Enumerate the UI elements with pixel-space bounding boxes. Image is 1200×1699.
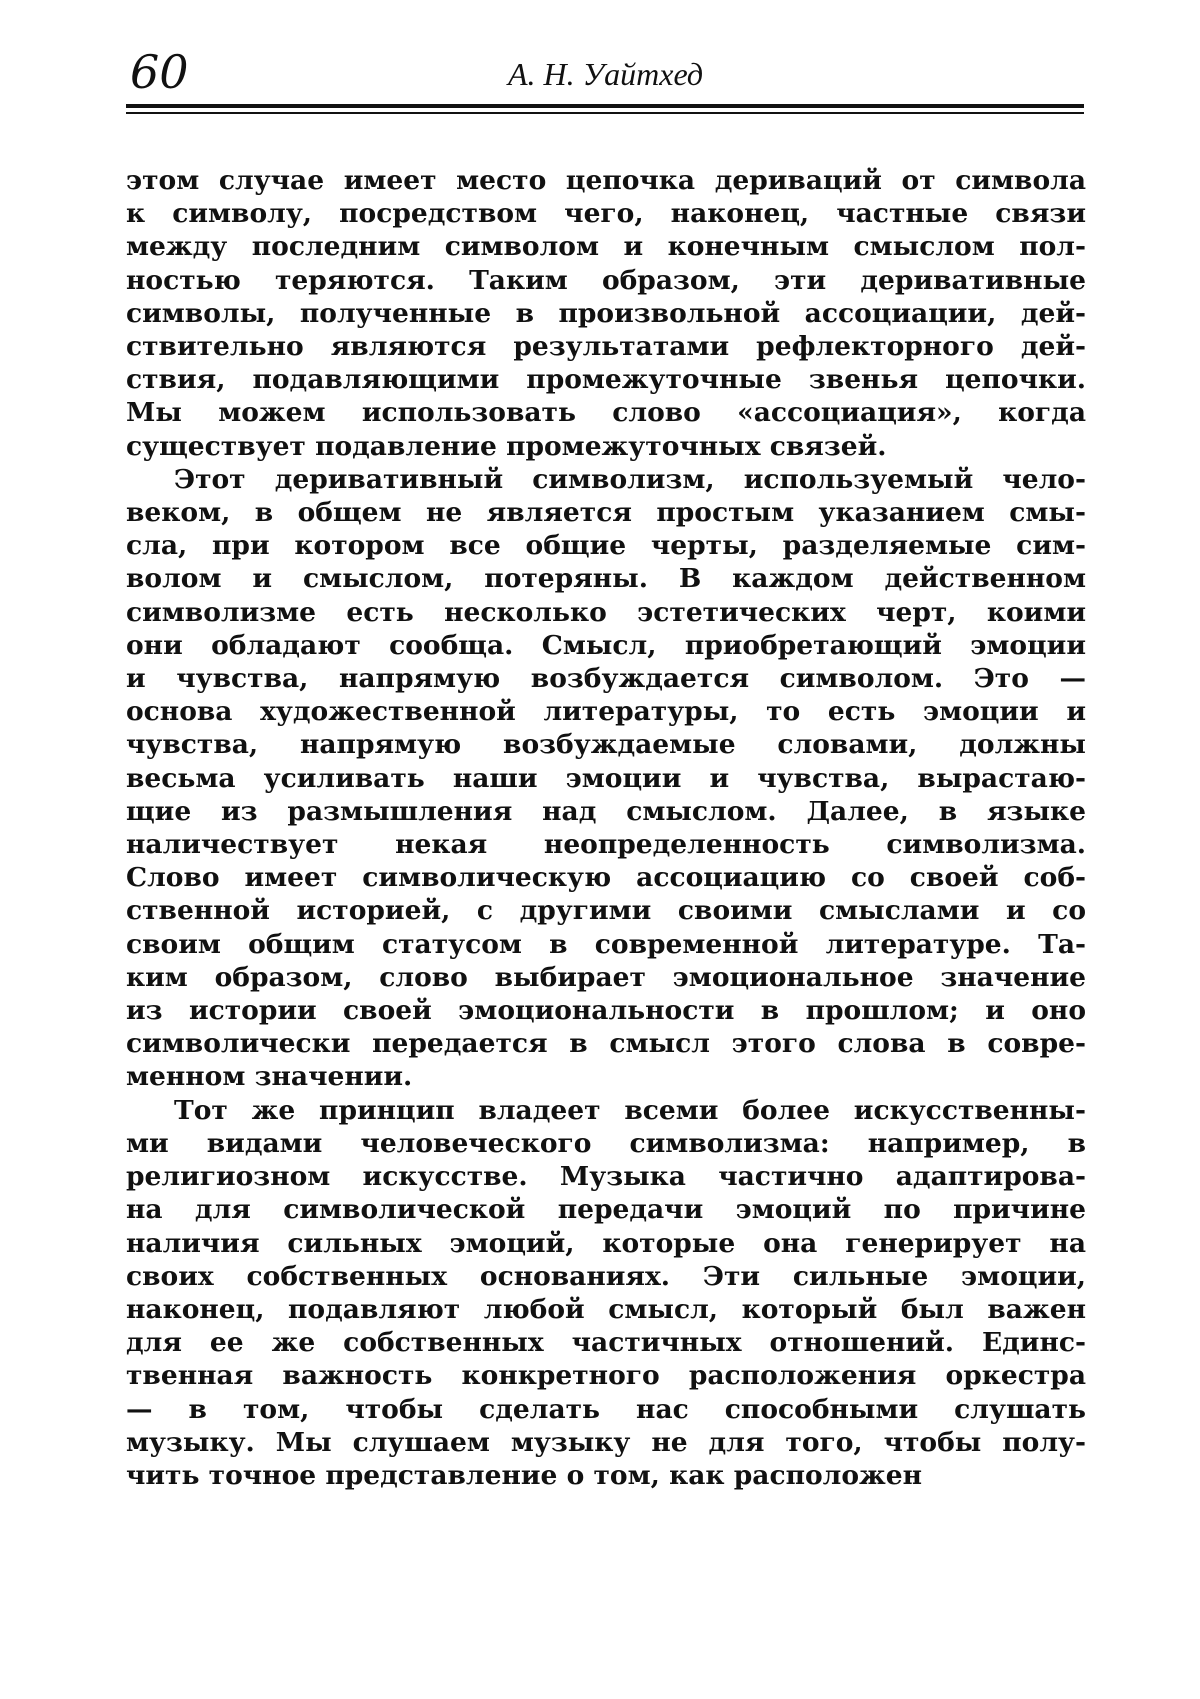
text-line: символы, полученные в произвольной ассоциации, дей- [126, 297, 1086, 329]
text-line: — в том, чтобы сделать нас способными слушать [126, 1393, 1086, 1425]
text-line: символически передается в смысл этого слова в совре- [126, 1028, 1086, 1060]
body-text [126, 164, 1086, 1492]
text-line: твенная важность конкретного расположения оркестра [126, 1360, 1086, 1392]
text-line: Мы можем использовать слово «ассоциация», когда [126, 397, 1086, 429]
text-line: весьма усиливать наши эмоции и чувства, вырастаю- [126, 762, 1086, 794]
text-line: символизме есть несколько эстетических черт, коими [126, 596, 1086, 628]
text-line: ностью теряются. Таким образом, эти деривативные [126, 264, 1086, 296]
text-line: менном значении. [126, 1061, 413, 1093]
text-line: религиозном искусстве. Музыка частично адаптирова- [126, 1161, 1086, 1193]
text-line: веком, в общем не является простым указанием смы- [126, 497, 1086, 529]
text-line: Тот же принцип владеет всеми более искусственны- [174, 1094, 1086, 1126]
text-line: Этот деривативный символизм, используемый чело- [174, 463, 1086, 495]
text-line: и чувства, напрямую возбуждается символом. Это — [126, 663, 1086, 695]
text-line: своим общим статусом в современной литературе. Та- [126, 928, 1086, 960]
text-line: ствительно являются результатами рефлекторного дей- [126, 331, 1086, 363]
text-line: наличествует некая неопределенность символизма. [126, 829, 1086, 861]
text-line: существует подавление промежуточных связей. [126, 430, 887, 462]
text-line: ствия, подавляющими промежуточные звенья цепочки. [126, 364, 1086, 396]
text-line: волом и смыслом, потеряны. В каждом действенном [126, 563, 1086, 595]
text-line: чувства, напрямую возбуждаемые словами, должны [126, 729, 1086, 761]
text-line: этом случае имеет место цепочка дериваций от символа [126, 165, 1086, 196]
text-line: для ее же собственных частичных отношений. Единс- [126, 1327, 1086, 1359]
page-number: 60 [130, 45, 189, 99]
text-line: из истории своей эмоциональности в прошлом; и оно [126, 995, 1086, 1027]
text-line: ственной историей, с другими своими смыслами и со [126, 895, 1086, 927]
text-line: Слово имеет символическую ассоциацию со своей соб- [126, 862, 1086, 894]
text-line: щие из размышления над смыслом. Далее, в языке [126, 795, 1086, 827]
page-header [128, 42, 1083, 112]
text-line: своих собственных основаниях. Эти сильные эмоции, [126, 1260, 1086, 1292]
paragraph [126, 463, 1086, 1094]
text-line: музыку. Мы слушаем музыку не для того, чтобы полу- [126, 1426, 1086, 1458]
text-line: основа художественной литературы, то есть эмоции и [126, 696, 1086, 728]
text-line: чить точное представление о том, как расположен [126, 1459, 923, 1491]
text-line: ким образом, слово выбирает эмоциональное значение [126, 961, 1086, 993]
text-line: они обладают сообща. Смысл, приобретающий эмоции [126, 629, 1086, 661]
paragraph [126, 164, 1086, 463]
text-line: к символу, посредством чего, наконец, частные связи [126, 198, 1086, 230]
text-line: сла, при котором все общие черты, разделяемые сим- [126, 530, 1086, 562]
running-head: А. Н. Уайтхед [507, 56, 704, 92]
text-line: наличия сильных эмоций, которые она генерирует на [126, 1227, 1086, 1259]
text-line: между последним символом и конечным смыслом пол- [126, 231, 1086, 263]
text-line: ми видами человеческого символизма: например, в [126, 1127, 1086, 1159]
text-line: наконец, подавляют любой смысл, который был важен [126, 1293, 1086, 1325]
text-line: на для символической передачи эмоций по причине [126, 1194, 1086, 1226]
paragraph [126, 1094, 1086, 1492]
header-rule-thick [126, 104, 1084, 108]
header-rule-thin [126, 112, 1084, 114]
